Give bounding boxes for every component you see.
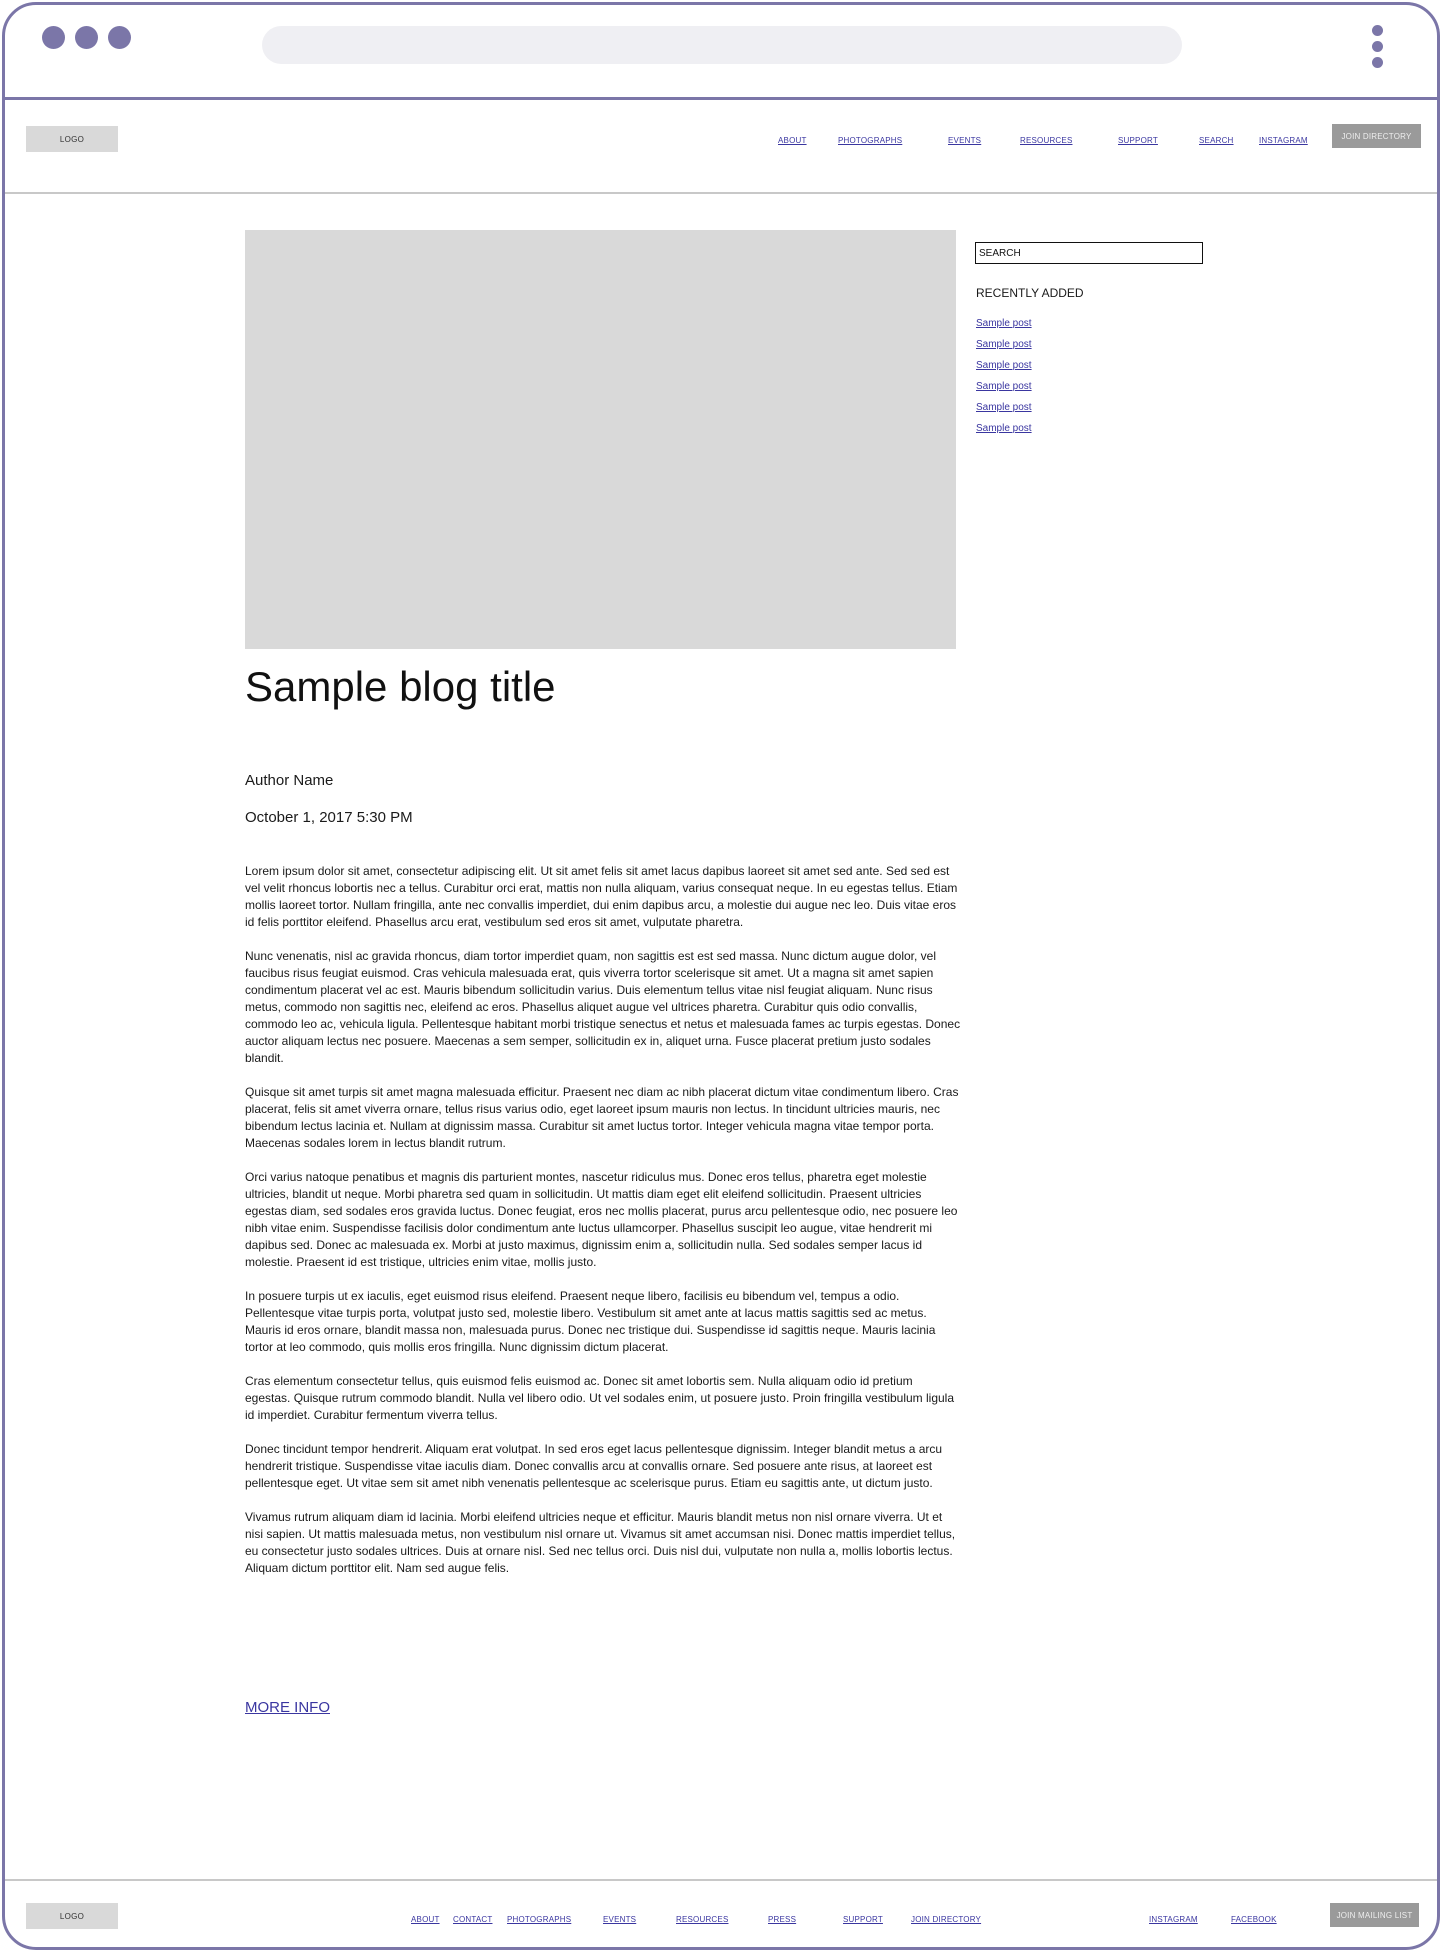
footer-link-resources[interactable]: RESOURCES (676, 1915, 729, 1924)
hero-image-placeholder (245, 230, 956, 649)
join-directory-button[interactable]: JOIN DIRECTORY (1332, 124, 1421, 148)
nav-link-resources[interactable]: RESOURCES (1020, 136, 1073, 145)
window-control-dot[interactable] (42, 26, 65, 49)
kebab-menu-icon[interactable] (1372, 25, 1384, 73)
footer-link-photographs[interactable]: PHOTOGRAPHS (507, 1915, 572, 1924)
site-header (5, 100, 1437, 194)
nav-link-events[interactable]: EVENTS (948, 136, 982, 145)
blog-title: Sample blog title (245, 663, 556, 710)
footer-link-facebook[interactable]: FACEBOOK (1231, 1915, 1277, 1924)
list-item (976, 376, 1032, 397)
browser-window (2, 2, 1440, 1950)
address-bar[interactable] (262, 26, 1182, 64)
article-paragraph: Orci varius natoque penatibus et magnis dis parturient montes, nascetur ridiculus mus. Donec eros tellus, pharetra eget molestie ultricies, blandit ut neque. Morbi pharetra sed quam in sollicitudin. Ut mattis diam eget elit eleifend sollicitudin. Praesent ultricies egestas diam, sed sodales eros gravida luctus. Donec feugiat, eros nec mollis placerat, purus arcu pellentesque odio, nec posuere leo nibh vitae enim. Suspendisse facilisis dolor condimentum ante luctus ullamcorper. Phasellus suscipit leo augue, vitae hendrerit mi dapibus sed. Donec ac malesuada ex. Morbi at justo maximus, dignissim enim a, sollicitudin nulla. Sed sodales semper lacus id molestie. Praesent id est tristique, ultricies enim vitae, mollis justo. (245, 1170, 958, 1269)
footer-logo[interactable]: LOGO (26, 1903, 118, 1929)
sidebar-search-input[interactable] (975, 242, 1203, 264)
nav-link-photographs[interactable]: PHOTOGRAPHS (838, 136, 903, 145)
article-paragraph: Lorem ipsum dolor sit amet, consectetur adipiscing elit. Ut sit amet felis sit amet lacus dapibus laoreet sit amet sed ante. Sed sed est vel velit rhoncus lobortis nec a tellus. Curabitur orci erat, mattis non nulla aliquam, varius consequat neque. In eu egestas tellus. Etiam mollis laoreet tortor. Nullam fringilla, ante nec convallis imperdiet, dui enim dapibus arcu, a molestie dui augue nec leo. Duis vitae eros id felis porttitor eleifend. Phasellus arcu erat, vestibulum sed eros sit amet, vulputate pharetra. (245, 864, 958, 929)
nav-link-search[interactable]: SEARCH (1199, 136, 1234, 145)
browser-toolbar (5, 5, 1437, 100)
article-paragraph: In posuere turpis ut ex iaculis, eget euismod risus eleifend. Praesent neque libero, facilisis eu bibendum vel, tempus a odio. Pellentesque vitae turpis porta, volutpat justo sed, molestie libero. Vestibulum sit amet ante at lacus mattis sagittis sed ac metus. Mauris id eros ornare, blandit massa non, malesuada purus. Donec nec tristique dui. Suspendisse id sagittis neque. Mauris lacinia tortor at leo commodo, quis mollis eros fringilla. Nunc dignissim dictum placerat. (245, 1289, 936, 1354)
article-paragraph: Nunc venenatis, nisl ac gravida rhoncus, diam tortor imperdiet quam, non sagittis est est sed massa. Nunc dictum augue dolor, vel faucibus risus feugiat euismod. Cras vehicula malesuada erat, quis viverra tortor scelerisque sit amet. Ut a magna sit amet sapien condimentum placerat vel ac est. Mauris bibendum sollicitudin varius. Duis elementum tellus vitae nisl feugiat aliquam. Nunc risus metus, commodo non sagittis nec, eleifend ac eros. Phasellus aliquet augue vel ultrices pharetra. Curabitur quis odio convallis, commodo leo ac, vehicula ligula. Pellentesque habitant morbi tristique senectus et netus et malesuada fames ac turpis egestas. Donec auctor aliquam lectus nec posuere. Maecenas a sem semper, sollicitudin ex in, aliquet urna. Fusce placerat pretium justo sodales blandit. (245, 949, 961, 1065)
recently-added-heading: RECENTLY ADDED (976, 286, 1084, 300)
list-item (976, 418, 1032, 439)
list-item (976, 313, 1032, 334)
window-control-dot[interactable] (108, 26, 131, 49)
recent-post-link[interactable]: Sample post (976, 381, 1032, 392)
author-name: Author Name (245, 772, 334, 789)
recent-post-link[interactable]: Sample post (976, 402, 1032, 413)
window-control-dot[interactable] (75, 26, 98, 49)
post-date: October 1, 2017 5:30 PM (245, 809, 413, 826)
nav-link-instagram[interactable]: INSTAGRAM (1259, 136, 1308, 145)
nav-link-about[interactable]: ABOUT (778, 136, 807, 145)
recent-post-link[interactable]: Sample post (976, 318, 1032, 329)
recent-post-link[interactable]: Sample post (976, 423, 1032, 434)
footer-link-instagram[interactable]: INSTAGRAM (1149, 1915, 1198, 1924)
header-logo[interactable]: LOGO (26, 126, 118, 152)
footer-link-contact[interactable]: CONTACT (453, 1915, 493, 1924)
join-mailing-list-button[interactable]: JOIN MAILING LIST (1330, 1903, 1419, 1927)
list-item (976, 355, 1032, 376)
footer-link-join-directory[interactable]: JOIN DIRECTORY (911, 1915, 982, 1924)
site-footer (5, 1879, 1437, 1947)
recent-post-link[interactable]: Sample post (976, 339, 1032, 350)
list-item (976, 397, 1032, 418)
article-paragraph: Donec tincidunt tempor hendrerit. Aliquam erat volutpat. In sed eros eget lacus pellentesque dignissim. Integer blandit metus a arcu hendrerit tristique. Suspendisse vitae iaculis diam. Donec convallis arcu at convallis ornare. Sed posuere ante risus, at laoreet est pellentesque eget. Ut vitae sem sit amet nibh venenatis pellentesque ac scelerisque purus. Etiam eu sagittis ante, ut dictum justo. (245, 1442, 943, 1490)
article-body (245, 863, 961, 1594)
article-paragraph: Cras elementum consectetur tellus, quis euismod felis euismod ac. Donec sit amet lobortis sem. Nulla aliquam odio id pretium egestas. Quisque rutrum commodo blandit. Nulla vel libero odio. Ut vel sodales enim, ut posuere justo. Proin fringilla vestibulum ligula id imperdiet. Curabitur fermentum viverra tellus. (245, 1374, 955, 1422)
recent-posts-list (976, 313, 1032, 439)
footer-link-press[interactable]: PRESS (768, 1915, 797, 1924)
list-item (976, 334, 1032, 355)
footer-link-events[interactable]: EVENTS (603, 1915, 637, 1924)
footer-link-about[interactable]: ABOUT (411, 1915, 440, 1924)
recent-post-link[interactable]: Sample post (976, 360, 1032, 371)
article-paragraph: Quisque sit amet turpis sit amet magna malesuada efficitur. Praesent nec diam ac nibh placerat dictum vitae condimentum libero. Cras placerat, felis sit amet viverra ornare, tellus risus varius odio, eget laoreet ipsum mauris non lectus. In tincidunt ultricies mauris, nec bibendum lectus lacinia et. Nullam at dignissim massa. Curabitur sit amet luctus tortor. Integer vehicula magna vitae tempor porta. Maecenas sodales lorem in lectus blandit rutrum. (245, 1085, 959, 1150)
nav-link-support[interactable]: SUPPORT (1118, 136, 1158, 145)
more-info-link[interactable]: MORE INFO (245, 1699, 330, 1716)
footer-link-support[interactable]: SUPPORT (843, 1915, 883, 1924)
article-paragraph: Vivamus rutrum aliquam diam id lacinia. Morbi eleifend ultricies neque et efficitur. Mauris blandit metus non nisl ornare viverra. Ut et nisi sapien. Ut mattis malesuada metus, non vestibulum nisl ornare ut. Vivamus sit amet accumsan nisi. Donec mattis imperdiet tellus, eu consectetur justo sodales ultrices. Duis at ornare nisl. Sed nec tellus orci. Duis nisl dui, vulputate non nulla a, mollis lobortis lectus. Aliquam dictum porttitor elit. Nam sed augue felis. (245, 1510, 956, 1575)
